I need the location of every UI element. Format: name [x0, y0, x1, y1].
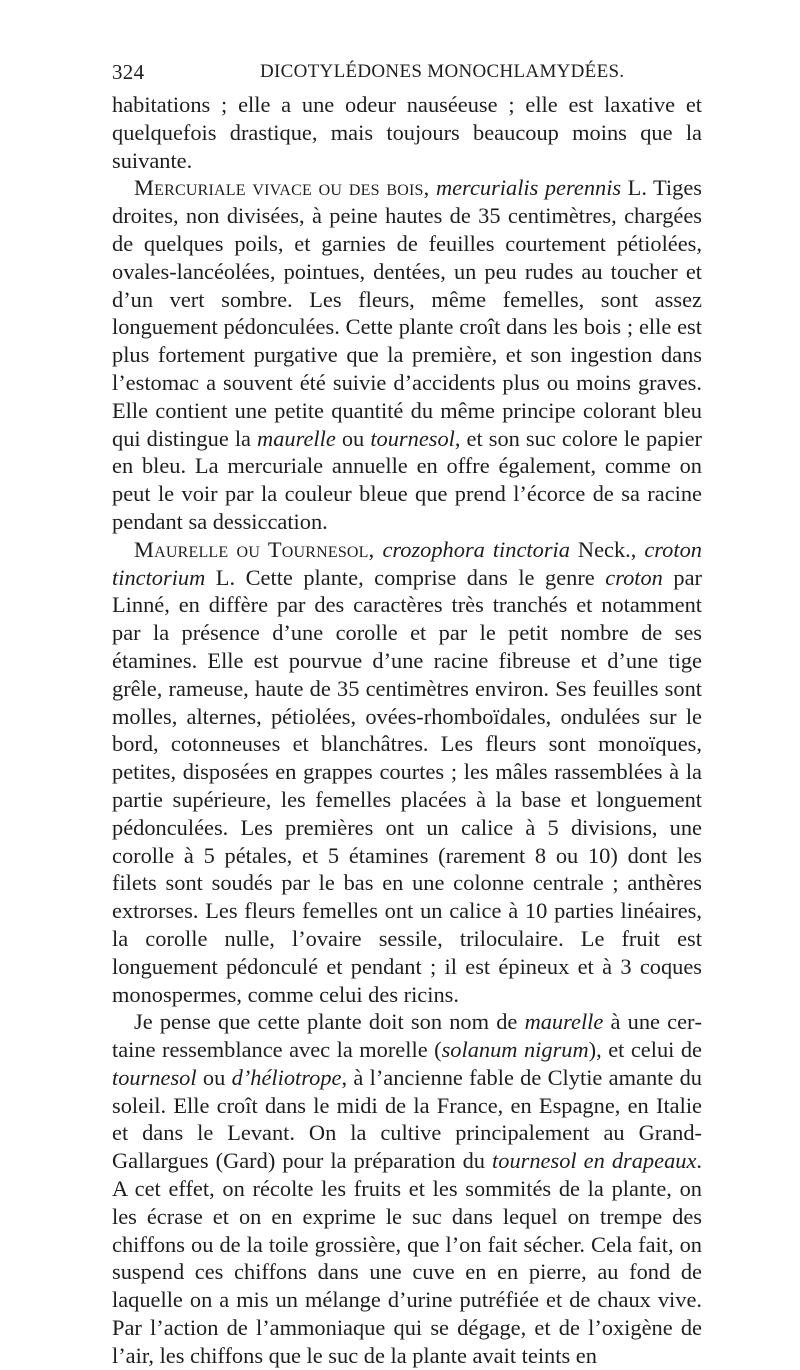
p4-term-drapeaux: tournesol en drapeaux	[492, 1148, 697, 1174]
p4-d: ou	[196, 1064, 232, 1090]
p2-latin-name: mercurialis perennis	[435, 175, 622, 201]
p3-mid-1: Neck.,	[569, 536, 645, 562]
page-body	[112, 91, 702, 1370]
p4-term-heliotrope: héliotrope	[250, 1064, 342, 1090]
p4-e: d’	[231, 1064, 251, 1090]
p3-plant-name: Maurelle ou Tournesol,	[134, 536, 375, 562]
page-header	[112, 60, 702, 90]
p2-end: , et son suc colore le papier en bleu. La mercuriale annuelle en offre également, comme on peut le voir par la couleur bleue que prend l’écorce de sa racine pendant sa dessiccation.	[112, 425, 702, 534]
p2-text: L. Tiges droites, non divisées, à peine hautes de 35 centimètres, chargées de quelques poils, et garnies de feuilles courtement pétiolées, ovales-lancéolées, pointues, dentées, un peu rudes au toucher et d’un vert sombre. Les fleurs, même femelles, sont assez longuement pédonculées. Cette plante croît dans les bois ; elle est plus fortement purgative que la première, et son ingestion dans l’estomac a souvent été suivie d’accidents plus ou moins graves. Elle contient une petite quantité du même principe colorant bleu qui distingue la	[112, 175, 702, 451]
p4-f: , à l’ancienne fable de Clytie amante du soleil. Elle croît dans le midi de la France, en Espagne, en Italie et dans le Levant. On la cultive principalement au Grand-Gallargues (Gard) pour la préparation du	[112, 1064, 702, 1174]
paragraph-maurelle	[112, 536, 702, 1009]
p4-a: Je pense que cette plante doit son nom de	[134, 1009, 525, 1035]
p4-term-solanum: solanum nigrum	[441, 1037, 589, 1063]
p3-latin-1: crozophora tinctoria	[382, 536, 570, 562]
paragraph-mercuriale	[112, 174, 702, 535]
p2-plant-name: Mercuriale vivace ou des bois,	[134, 175, 430, 201]
p3-mid-2: L. Cette plante, comprise dans le genre	[205, 564, 606, 590]
p4-term-maurelle: maurelle	[524, 1009, 604, 1035]
p2-or: ou	[335, 425, 371, 451]
page-number: 324	[112, 60, 145, 84]
p2-term-maurelle: maurelle	[257, 425, 336, 451]
p1-text: habitations ; elle a une odeur nauséeuse ; elle est laxative et quelquefois drastique, mais toujours beaucoup moins que la suivante.	[112, 92, 702, 173]
p3-latin-2: croton tinctorium	[112, 536, 702, 590]
p4-g: . A cet effet, on récolte les fruits et les sommités de la plante, on les écrase et on en exprime le suc dans lequel on trempe des chiffons ou de la toile grossière, que l’on fait sécher. Cela fait, on suspend ces chiffons dans une cuve en en pierre, au fond de laquelle on a mis un mélange d’urine putréfiée et de chaux vive. Par l’action de l’ammoniaque qui se dégage, et de l’oxigène de l’air, les chiffons que le suc de la plante avait teints en	[112, 1148, 703, 1368]
p2-term-tournesol: tournesol	[370, 425, 455, 451]
p3-text: par Linné, en diffère par des caractères très tranchés et notamment par la présence d’une corolle et par le petit nombre de ses étamines. Elle est pourvue d’une racine fibreuse et d’une tige grêle, rameuse, haute de 35 centimètres environ. Ses feuilles sont molles, alternes, pétiolées, ovées-rhomboïdales, ondulées sur le bord, cotonneuses et blanchâtres. Les fleurs sont monoïques, petites, disposées en grappes courtes ; les mâles rassemblées à la partie supérieure, les femelles placées à la base et longuement pédonculées. Les premières ont un calice à 5 divisions, une corolle à 5 pétales, et 5 étamines (rarement 8 ou 10) dont les filets sont soudés par le bas en une colonne centrale ; anthères extrorses. Les fleurs femelles ont un calice à 10 parties linéaires, la corolle nulle, l’ovaire sessile, triloculaire. Le fruit est longuement pédonculé et pendant ; il est épineux et à 3 coques monospermes, comme celui des ricins.	[112, 564, 702, 1007]
running-title: DICOTYLÉDONES MONOCHLAMYDÉES.	[260, 61, 625, 82]
p4-term-tournesol: tournesol	[112, 1064, 197, 1090]
p4-c: ), et celui de	[588, 1037, 702, 1063]
p4-b: à une certaine ressemblance avec la morelle (	[112, 1009, 702, 1063]
p3-latin-3: croton	[605, 564, 663, 590]
paragraph-etymology	[112, 1008, 702, 1369]
paragraph-1	[112, 91, 702, 174]
